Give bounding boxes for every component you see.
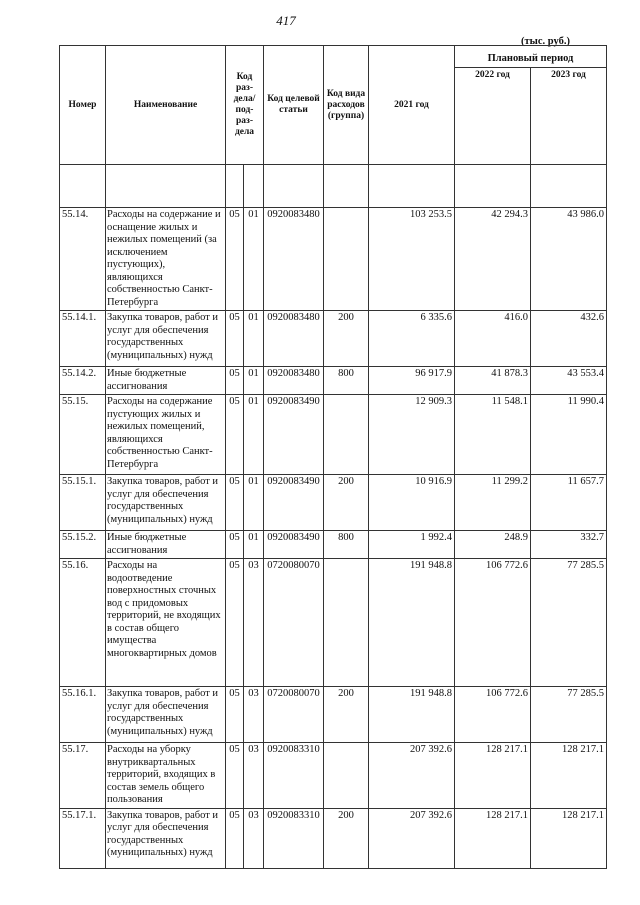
table-row xyxy=(60,687,607,743)
row-subsection: 01 xyxy=(244,208,264,311)
row-2023: 77 285.5 xyxy=(531,687,607,743)
row-2022: 128 217.1 xyxy=(455,743,531,809)
row-number: 55.17. xyxy=(60,743,106,809)
row-section: 05 xyxy=(226,475,244,531)
row-2021: 207 392.6 xyxy=(369,743,455,809)
row-number: 55.14.2. xyxy=(60,367,106,395)
row-subsection: 01 xyxy=(244,367,264,395)
row-subsection: 01 xyxy=(244,531,264,559)
table-row xyxy=(60,808,607,868)
row-2022: 416.0 xyxy=(455,311,531,367)
row-2022: 106 772.6 xyxy=(455,687,531,743)
row-2022: 128 217.1 xyxy=(455,808,531,868)
row-expense-code xyxy=(324,208,369,311)
row-name: Расходы на содержание пустующих жилых и нежилых помещений, являющихся собственностью Санкт-Петербурга xyxy=(106,395,226,475)
header-2022: 2022 год xyxy=(455,68,531,165)
header-2023: 2023 год xyxy=(531,68,607,165)
row-2023: 332.7 xyxy=(531,531,607,559)
row-2021: 191 948.8 xyxy=(369,687,455,743)
row-name: Закупка товаров, работ и услуг для обеспечения государственных (муниципальных) нужд xyxy=(106,687,226,743)
row-name: Расходы на содержание и оснащение жилых и нежилых помещений (за исключением пустующих), являющихся собственностью Санкт-Петербурга xyxy=(106,208,226,311)
row-2023: 43 986.0 xyxy=(531,208,607,311)
row-section: 05 xyxy=(226,367,244,395)
row-name: Иные бюджетные ассигнования xyxy=(106,367,226,395)
row-subsection: 03 xyxy=(244,808,264,868)
row-target-code: 0720080070 xyxy=(264,687,324,743)
row-2021: 1 992.4 xyxy=(369,531,455,559)
header-section: Код раз-дела/ под-раз-дела xyxy=(226,46,264,165)
row-number: 55.14. xyxy=(60,208,106,311)
page-number: 417 xyxy=(276,13,296,28)
row-section: 05 xyxy=(226,743,244,809)
table-row xyxy=(60,311,607,367)
row-target-code: 0920083490 xyxy=(264,475,324,531)
row-target-code: 0920083480 xyxy=(264,311,324,367)
row-expense-code: 200 xyxy=(324,311,369,367)
row-subsection: 01 xyxy=(244,475,264,531)
row-target-code: 0920083490 xyxy=(264,531,324,559)
header-2021: 2021 год xyxy=(369,46,455,165)
table-body xyxy=(60,165,607,869)
row-2023: 11 990.4 xyxy=(531,395,607,475)
row-section: 05 xyxy=(226,559,244,687)
row-subsection: 03 xyxy=(244,559,264,687)
row-name: Закупка товаров, работ и услуг для обеспечения государственных (муниципальных) нужд xyxy=(106,475,226,531)
table-row xyxy=(60,367,607,395)
header-planned-period: Плановый период xyxy=(455,46,607,68)
row-2021: 10 916.9 xyxy=(369,475,455,531)
header-expense-type: Код вида расходов (группа) xyxy=(324,46,369,165)
row-section: 05 xyxy=(226,687,244,743)
row-2021: 191 948.8 xyxy=(369,559,455,687)
table-row xyxy=(60,743,607,809)
row-2023: 77 285.5 xyxy=(531,559,607,687)
row-2022: 106 772.6 xyxy=(455,559,531,687)
row-subsection: 01 xyxy=(244,311,264,367)
table-row xyxy=(60,475,607,531)
row-number: 55.14.1. xyxy=(60,311,106,367)
table-row xyxy=(60,559,607,687)
row-2023: 11 657.7 xyxy=(531,475,607,531)
budget-table xyxy=(59,45,607,869)
row-subsection: 03 xyxy=(244,743,264,809)
row-target-code: 0920083310 xyxy=(264,743,324,809)
row-2021: 12 909.3 xyxy=(369,395,455,475)
row-expense-code: 800 xyxy=(324,531,369,559)
row-number: 55.15. xyxy=(60,395,106,475)
row-target-code: 0720080070 xyxy=(264,559,324,687)
row-2022: 41 878.3 xyxy=(455,367,531,395)
row-2021: 96 917.9 xyxy=(369,367,455,395)
row-number: 55.16. xyxy=(60,559,106,687)
row-expense-code xyxy=(324,743,369,809)
row-number: 55.15.1. xyxy=(60,475,106,531)
row-2021: 6 335.6 xyxy=(369,311,455,367)
units-label: (тыс. руб.) xyxy=(521,36,570,47)
row-2022: 42 294.3 xyxy=(455,208,531,311)
row-expense-code xyxy=(324,559,369,687)
row-target-code: 0920083490 xyxy=(264,395,324,475)
header-name: Наименование xyxy=(106,46,226,165)
row-section: 05 xyxy=(226,531,244,559)
row-target-code: 0920083310 xyxy=(264,808,324,868)
row-2021: 103 253.5 xyxy=(369,208,455,311)
row-expense-code: 200 xyxy=(324,808,369,868)
row-expense-code: 200 xyxy=(324,687,369,743)
row-section: 05 xyxy=(226,208,244,311)
row-subsection: 03 xyxy=(244,687,264,743)
row-2022: 11 548.1 xyxy=(455,395,531,475)
row-number: 55.15.2. xyxy=(60,531,106,559)
row-section: 05 xyxy=(226,311,244,367)
row-name: Расходы на водоотведение поверхностных сточных вод с придомовых территорий, не входящих в состав общего имущества многоквартирных домов xyxy=(106,559,226,687)
row-subsection: 01 xyxy=(244,395,264,475)
row-name: Закупка товаров, работ и услуг для обеспечения государственных (муниципальных) нужд xyxy=(106,808,226,868)
row-name: Иные бюджетные ассигнования xyxy=(106,531,226,559)
row-expense-code: 200 xyxy=(324,475,369,531)
row-2023: 43 553.4 xyxy=(531,367,607,395)
header-target: Код целевой статьи xyxy=(264,46,324,165)
row-target-code: 0920083480 xyxy=(264,367,324,395)
row-name: Расходы на уборку внутриквартальных территорий, входящих в состав земель общего пользования xyxy=(106,743,226,809)
row-2022: 11 299.2 xyxy=(455,475,531,531)
table-row xyxy=(60,531,607,559)
row-number: 55.16.1. xyxy=(60,687,106,743)
row-target-code: 0920083480 xyxy=(264,208,324,311)
spacer-row xyxy=(60,165,607,208)
row-2023: 128 217.1 xyxy=(531,743,607,809)
row-2023: 432.6 xyxy=(531,311,607,367)
row-number: 55.17.1. xyxy=(60,808,106,868)
table-row xyxy=(60,208,607,311)
row-2023: 128 217.1 xyxy=(531,808,607,868)
row-section: 05 xyxy=(226,808,244,868)
row-name: Закупка товаров, работ и услуг для обеспечения государственных (муниципальных) нужд xyxy=(106,311,226,367)
row-2022: 248.9 xyxy=(455,531,531,559)
header-number: Номер xyxy=(60,46,106,165)
row-expense-code: 800 xyxy=(324,367,369,395)
row-expense-code xyxy=(324,395,369,475)
row-2021: 207 392.6 xyxy=(369,808,455,868)
table-row xyxy=(60,395,607,475)
row-section: 05 xyxy=(226,395,244,475)
